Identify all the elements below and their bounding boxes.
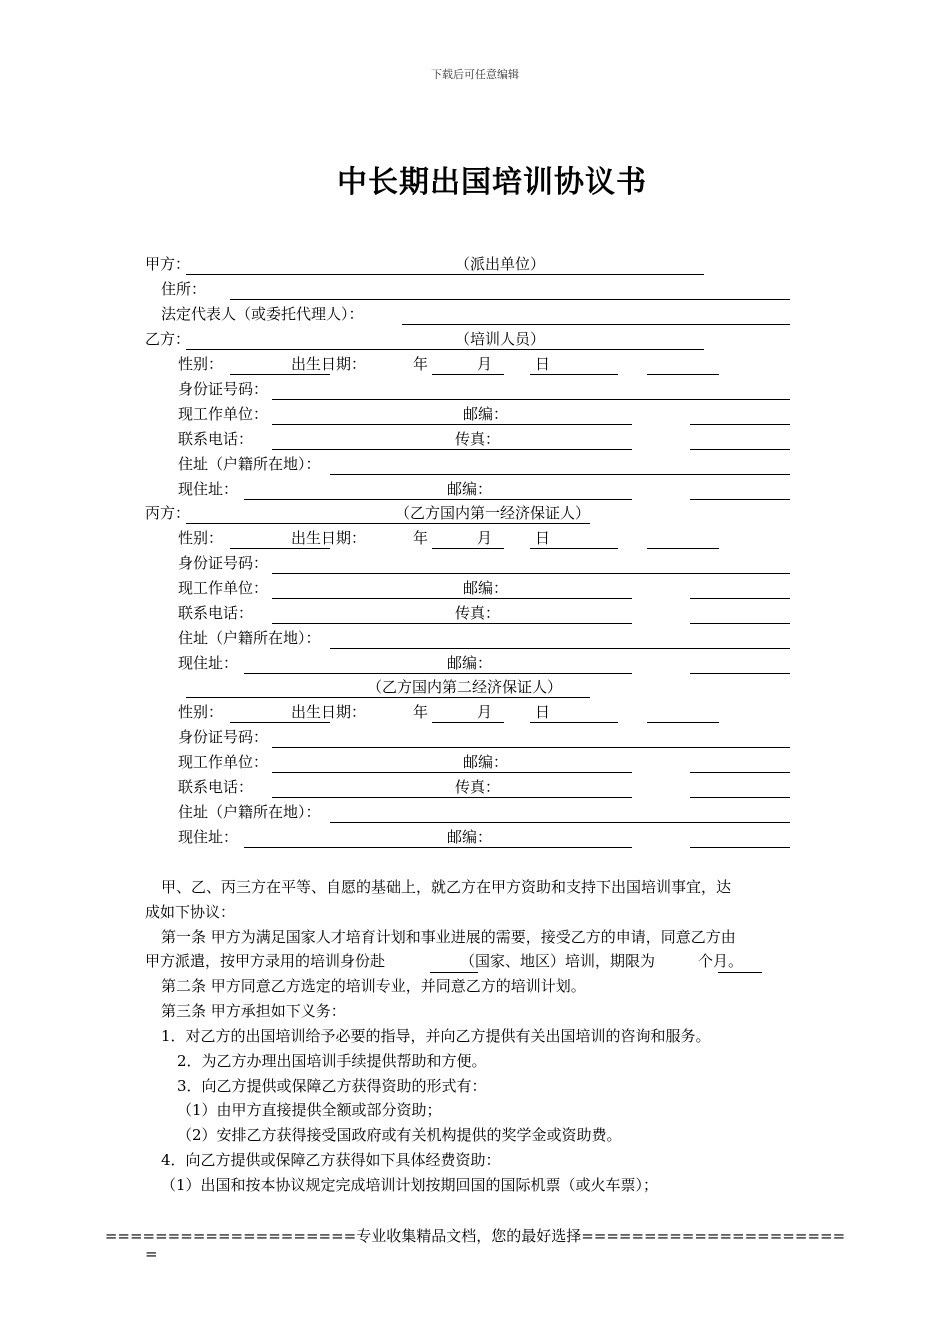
- c2-current-line[interactable]: [244, 847, 632, 848]
- c2-work-label: 现工作单位：: [178, 753, 269, 771]
- b-day-label: 日: [535, 355, 551, 373]
- article-3-item-2: 2．为乙方办理出国培训手续提供帮助和方便。: [177, 1052, 487, 1070]
- document-title: 中长期出国培训协议书: [337, 165, 647, 200]
- c1-fax-line[interactable]: [690, 623, 790, 624]
- c2-current-postcode-label: 邮编：: [447, 828, 493, 846]
- b-current-line[interactable]: [244, 499, 632, 500]
- c1-phone-label: 联系电话：: [178, 604, 254, 622]
- c2-year-label: 年: [413, 703, 429, 721]
- c1-registered-label: 住址（户籍所在地）：: [178, 629, 321, 647]
- c1-registered-line[interactable]: [330, 648, 790, 649]
- b-birth-label: 出生日期：: [291, 355, 367, 373]
- c2-month-label: 月: [477, 703, 493, 721]
- c1-month-label: 月: [477, 529, 493, 547]
- c2-gender-line[interactable]: [230, 722, 330, 723]
- c2-work-postcode-line[interactable]: [690, 772, 790, 773]
- b-id-line[interactable]: [272, 399, 790, 400]
- article-3-item-1: 1．对乙方的出国培训给予必要的指导，并向乙方提供有关出国培训的咨询和服务。: [161, 1027, 711, 1045]
- c2-work-line[interactable]: [272, 772, 632, 773]
- article-3-item-3-sub-1: （1）由甲方直接提供全额或部分资助；: [177, 1101, 442, 1119]
- c1-day-line[interactable]: [530, 548, 618, 549]
- b-registered-label: 住址（户籍所在地）：: [178, 455, 321, 473]
- c2-registered-line[interactable]: [330, 822, 790, 823]
- article-1-line-1: 第一条 甲方为满足国家人才培育计划和事业进展的需要，接受乙方的申请，同意乙方由: [161, 928, 736, 946]
- c1-gender-line[interactable]: [230, 548, 330, 549]
- c1-work-postcode-label: 邮编：: [463, 579, 509, 597]
- party-a-role: （派出单位）: [455, 255, 546, 273]
- party-a-label: 甲方：: [145, 255, 191, 273]
- c2-day-line[interactable]: [530, 722, 618, 723]
- party-b-field-line[interactable]: [186, 349, 704, 350]
- c2-current-postcode-line[interactable]: [690, 847, 790, 848]
- c1-current-postcode-line[interactable]: [690, 673, 790, 674]
- b-month-line[interactable]: [432, 374, 504, 375]
- party-c-label: 丙方：: [145, 504, 191, 522]
- b-year-label: 年: [413, 355, 429, 373]
- b-work-line[interactable]: [272, 424, 632, 425]
- address-field-line[interactable]: [230, 299, 790, 300]
- party-b-role: （培训人员）: [455, 330, 546, 348]
- c1-current-line[interactable]: [244, 673, 632, 674]
- guarantor1-role: （乙方国内第一经济保证人）: [395, 504, 591, 522]
- article-2: 第二条 甲方同意乙方选定的培训专业，并同意乙方的培训计划。: [161, 977, 586, 995]
- c2-month-line[interactable]: [432, 722, 504, 723]
- c1-work-label: 现工作单位：: [178, 579, 269, 597]
- c2-fax-label: 传真：: [455, 778, 501, 796]
- c2-registered-label: 住址（户籍所在地）：: [178, 803, 321, 821]
- article-1-line-2c: 个月。: [698, 952, 744, 970]
- b-current-postcode-line[interactable]: [690, 499, 790, 500]
- article-1-line-2b: （国家、地区）培训，期限为: [460, 952, 656, 970]
- b-fax-label: 传真：: [455, 430, 501, 448]
- c1-birth-label: 出生日期：: [291, 529, 367, 547]
- c1-month-line[interactable]: [432, 548, 504, 549]
- c2-day-label: 日: [535, 703, 551, 721]
- c1-current-postcode-label: 邮编：: [447, 654, 493, 672]
- legal-rep-label: 法定代表人（或委托代理人）：: [161, 305, 364, 323]
- legal-rep-field-line[interactable]: [402, 324, 790, 325]
- article-3-item-3: 3．向乙方提供或保障乙方获得资助的形式有：: [177, 1077, 487, 1095]
- c2-phone-line[interactable]: [272, 797, 632, 798]
- b-current-label: 现住址：: [178, 480, 239, 498]
- c2-extra-line[interactable]: [647, 722, 719, 723]
- c1-year-label: 年: [413, 529, 429, 547]
- c1-id-label: 身份证号码：: [178, 554, 269, 572]
- guarantor2-field-line[interactable]: [186, 697, 590, 698]
- intro-line-2: 成如下协议：: [145, 903, 236, 921]
- party-b-label: 乙方：: [145, 330, 191, 348]
- c2-current-label: 现住址：: [178, 828, 239, 846]
- party-c-field-line[interactable]: [186, 523, 590, 524]
- c1-gender-label: 性别：: [178, 529, 224, 547]
- guarantor2-role: （乙方国内第二经济保证人）: [367, 678, 563, 696]
- c2-birth-label: 出生日期：: [291, 703, 367, 721]
- footer-banner-overflow: =: [145, 1245, 158, 1263]
- b-id-label: 身份证号码：: [178, 380, 269, 398]
- c2-id-label: 身份证号码：: [178, 728, 269, 746]
- b-current-postcode-label: 邮编：: [447, 480, 493, 498]
- page-header: 下载后可任意编辑: [431, 68, 519, 81]
- article-3: 第三条 甲方承担如下义务：: [161, 1002, 346, 1020]
- c1-work-line[interactable]: [272, 598, 632, 599]
- c2-id-line[interactable]: [272, 747, 790, 748]
- b-month-label: 月: [477, 355, 493, 373]
- intro-line-1: 甲、乙、丙三方在平等、自愿的基础上，就乙方在甲方资助和支持下出国培训事宜，达: [161, 878, 732, 896]
- article-1-line-2a: 甲方派遣，按甲方录用的培训身份赴: [145, 952, 386, 970]
- b-phone-line[interactable]: [272, 449, 632, 450]
- b-phone-label: 联系电话：: [178, 430, 254, 448]
- b-extra-line[interactable]: [647, 374, 719, 375]
- address-label: 住所：: [161, 280, 207, 298]
- c1-work-postcode-line[interactable]: [690, 598, 790, 599]
- article-3-item-3-sub-2: （2）安排乙方获得接受国政府或有关机构提供的奖学金或资助费。: [177, 1126, 622, 1144]
- b-work-postcode-line[interactable]: [690, 424, 790, 425]
- c1-id-line[interactable]: [272, 573, 790, 574]
- c2-fax-line[interactable]: [690, 797, 790, 798]
- article-3-item-4-sub-1: （1）出国和按本协议规定完成培训计划按期回国的国际机票（或火车票）；: [161, 1176, 659, 1194]
- b-gender-label: 性别：: [178, 355, 224, 373]
- b-registered-line[interactable]: [330, 474, 790, 475]
- c1-fax-label: 传真：: [455, 604, 501, 622]
- b-day-line[interactable]: [530, 374, 618, 375]
- article-3-item-4: 4．向乙方提供或保障乙方获得如下具体经费资助：: [161, 1151, 501, 1169]
- c2-work-postcode-label: 邮编：: [463, 753, 509, 771]
- c1-phone-line[interactable]: [272, 623, 632, 624]
- party-a-field-line[interactable]: [186, 274, 704, 275]
- b-work-label: 现工作单位：: [178, 405, 269, 423]
- b-work-postcode-label: 邮编：: [463, 405, 509, 423]
- country-field-line[interactable]: [430, 972, 478, 973]
- c2-gender-label: 性别：: [178, 703, 224, 721]
- c1-extra-line[interactable]: [647, 548, 719, 549]
- months-field-line[interactable]: [718, 972, 762, 973]
- c1-day-label: 日: [535, 529, 551, 547]
- b-gender-line[interactable]: [230, 374, 330, 375]
- c2-phone-label: 联系电话：: [178, 778, 254, 796]
- c1-current-label: 现住址：: [178, 654, 239, 672]
- b-fax-line[interactable]: [690, 449, 790, 450]
- footer-banner: ====================专业收集精品文档，您的最好选择=====================: [104, 1227, 846, 1245]
